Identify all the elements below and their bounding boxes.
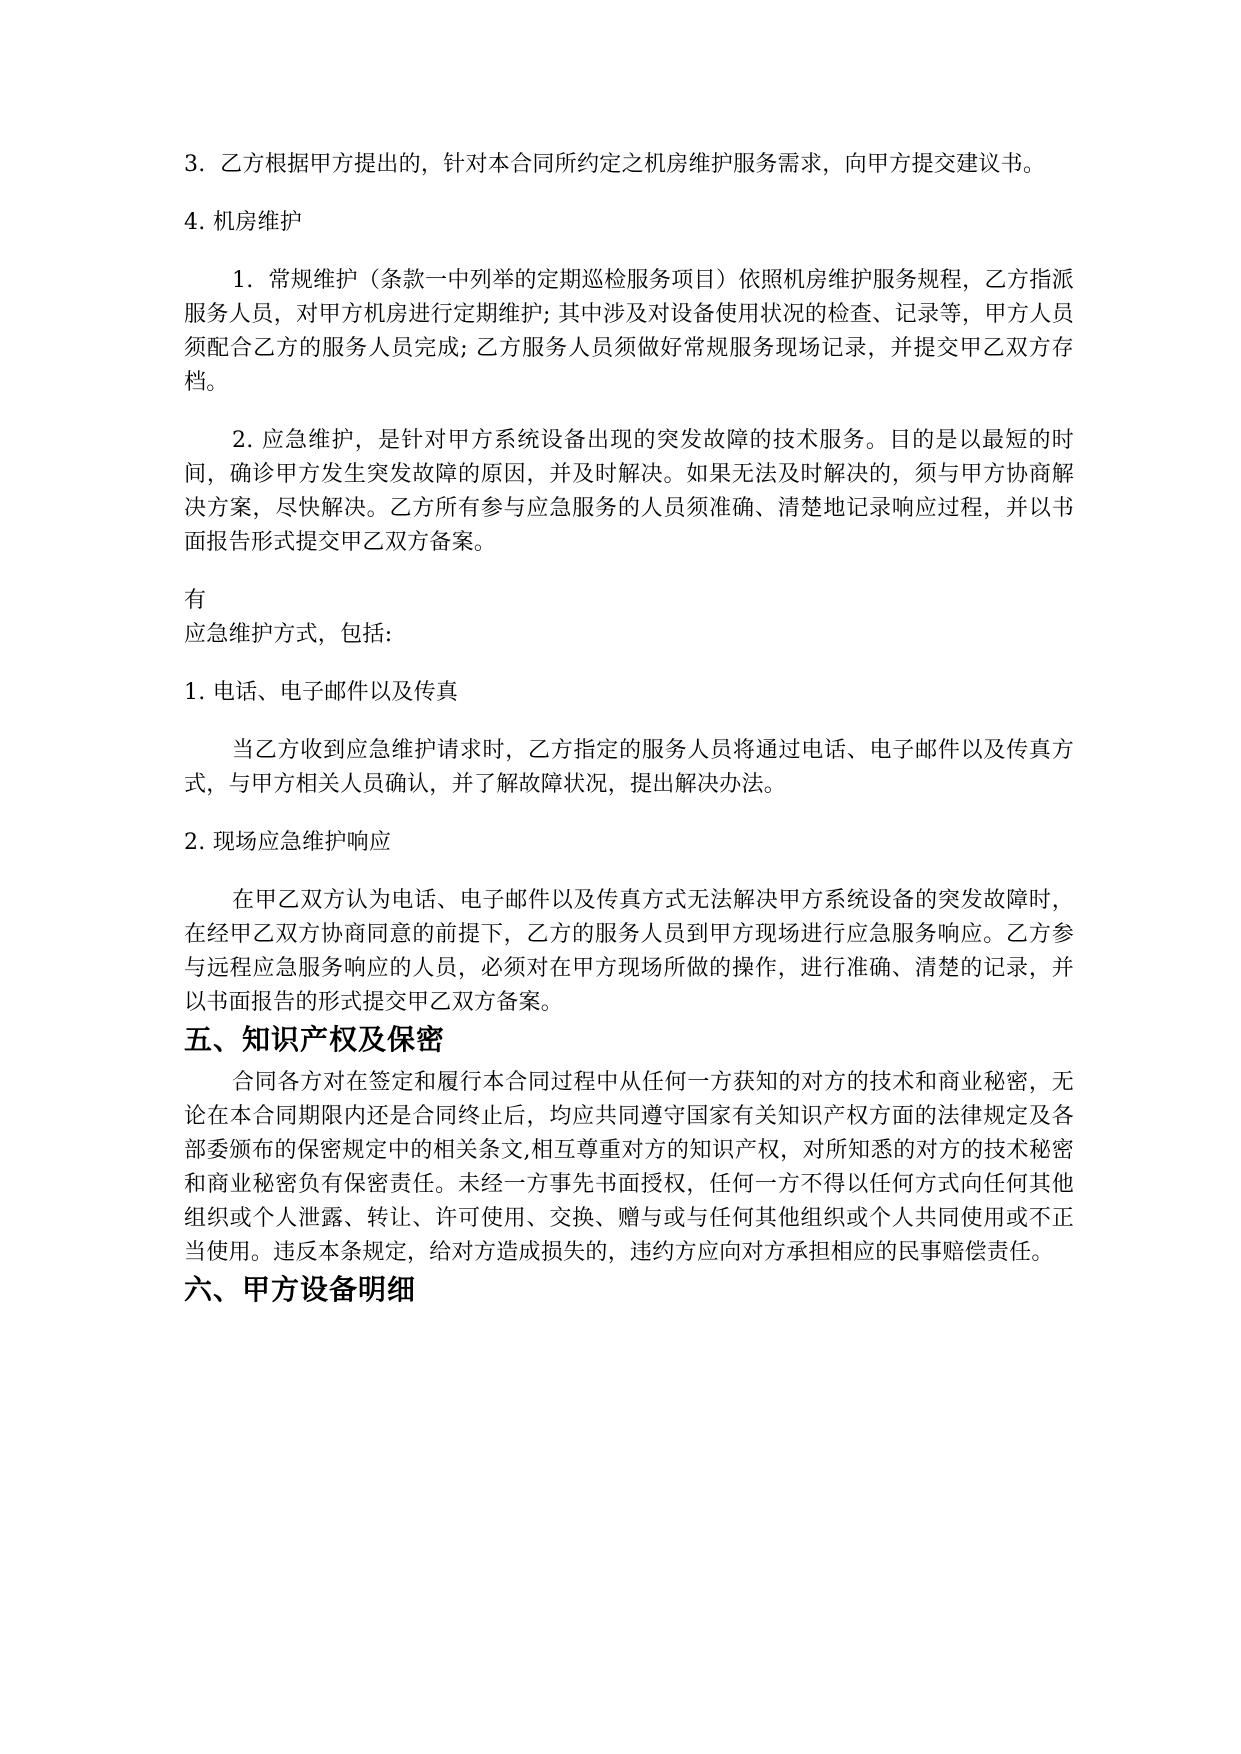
routine-maintenance-paragraph: 1. 常规维护（条款一中列举的定期巡检服务项目）依照机房维护服务规程，乙方指派服务人员，对甲方机房进行定期维护; 其中涉及对设备使用状况的检查、记录等，甲方人员须配合乙方的服务人员完成; 乙方服务人员须做好常规服务现场记录，并提交甲乙双方存档。 [184, 268, 1074, 395]
method-2-heading: 2. 现场应急维护响应 [184, 830, 392, 855]
confidentiality-paragraph: 合同各方对在签定和履行本合同过程中从任何一方获知的对方的技术和商业秘密，无论在本合同期限内还是合同终止后，均应共同遵守国家有关知识产权方面的法律规定及各部委颁布的保密规定中的相关条文,相互尊重对方的知识产权，对所知悉的对方的技术秘密和商业秘密负有保密责任。未经一方事先书面授权，任何一方不得以任何方式向任何其他组织或个人泄露、转让、许可使用、交换、赠与或与任何其他组织或个人共同使用或不正当使用。违反本条规定，给对方造成损失的，违约方应向对方承担相应的民事赔偿责任。 [184, 1070, 1074, 1265]
clause-3-proposal: 3. 乙方根据甲方提出的，针对本合同所约定之机房维护服务需求，向甲方提交建议书。 [184, 152, 1046, 177]
method-2-paragraph: 在甲乙双方认为电话、电子邮件以及传真方式无法解决甲方系统设备的突发故障时，在经甲乙双方协商同意的前提下，乙方的服务人员到甲方现场进行应急服务响应。乙方参与远程应急服务响应的人员，必须对在甲方现场所做的操作，进行准确、清楚的记录，并以书面报告的形式提交甲乙双方备案。 [184, 888, 1074, 1015]
section-5-title: 五、知识产权及保密 [184, 1023, 446, 1056]
emergency-maintenance-paragraph: 2. 应急维护，是针对甲方系统设备出现的突发故障的技术服务。目的是以最短的时间，确诊甲方发生突发故障的原因，并及时解决。如果无法及时解决的，须与甲方协商解决方案，尽快解决。乙方所有参与应急服务的人员须准确、清楚地记录响应过程，并以书面报告形式提交甲乙双方备案。 [184, 428, 1074, 555]
method-1-paragraph: 当乙方收到应急维护请求时，乙方指定的服务人员将通过电话、电子邮件以及传真方式，与甲方相关人员确认，并了解故障状况，提出解决办法。 [184, 738, 1074, 797]
document-body [184, 148, 1074, 1310]
stray-character: 有 [184, 588, 207, 613]
method-1-heading: 1. 电话、电子邮件以及传真 [184, 680, 459, 705]
clause-4-heading: 4. 机房维护 [184, 210, 303, 235]
emergency-methods-intro: 应急维护方式，包括: [184, 622, 393, 647]
section-6-title: 六、甲方设备明细 [184, 1273, 417, 1306]
